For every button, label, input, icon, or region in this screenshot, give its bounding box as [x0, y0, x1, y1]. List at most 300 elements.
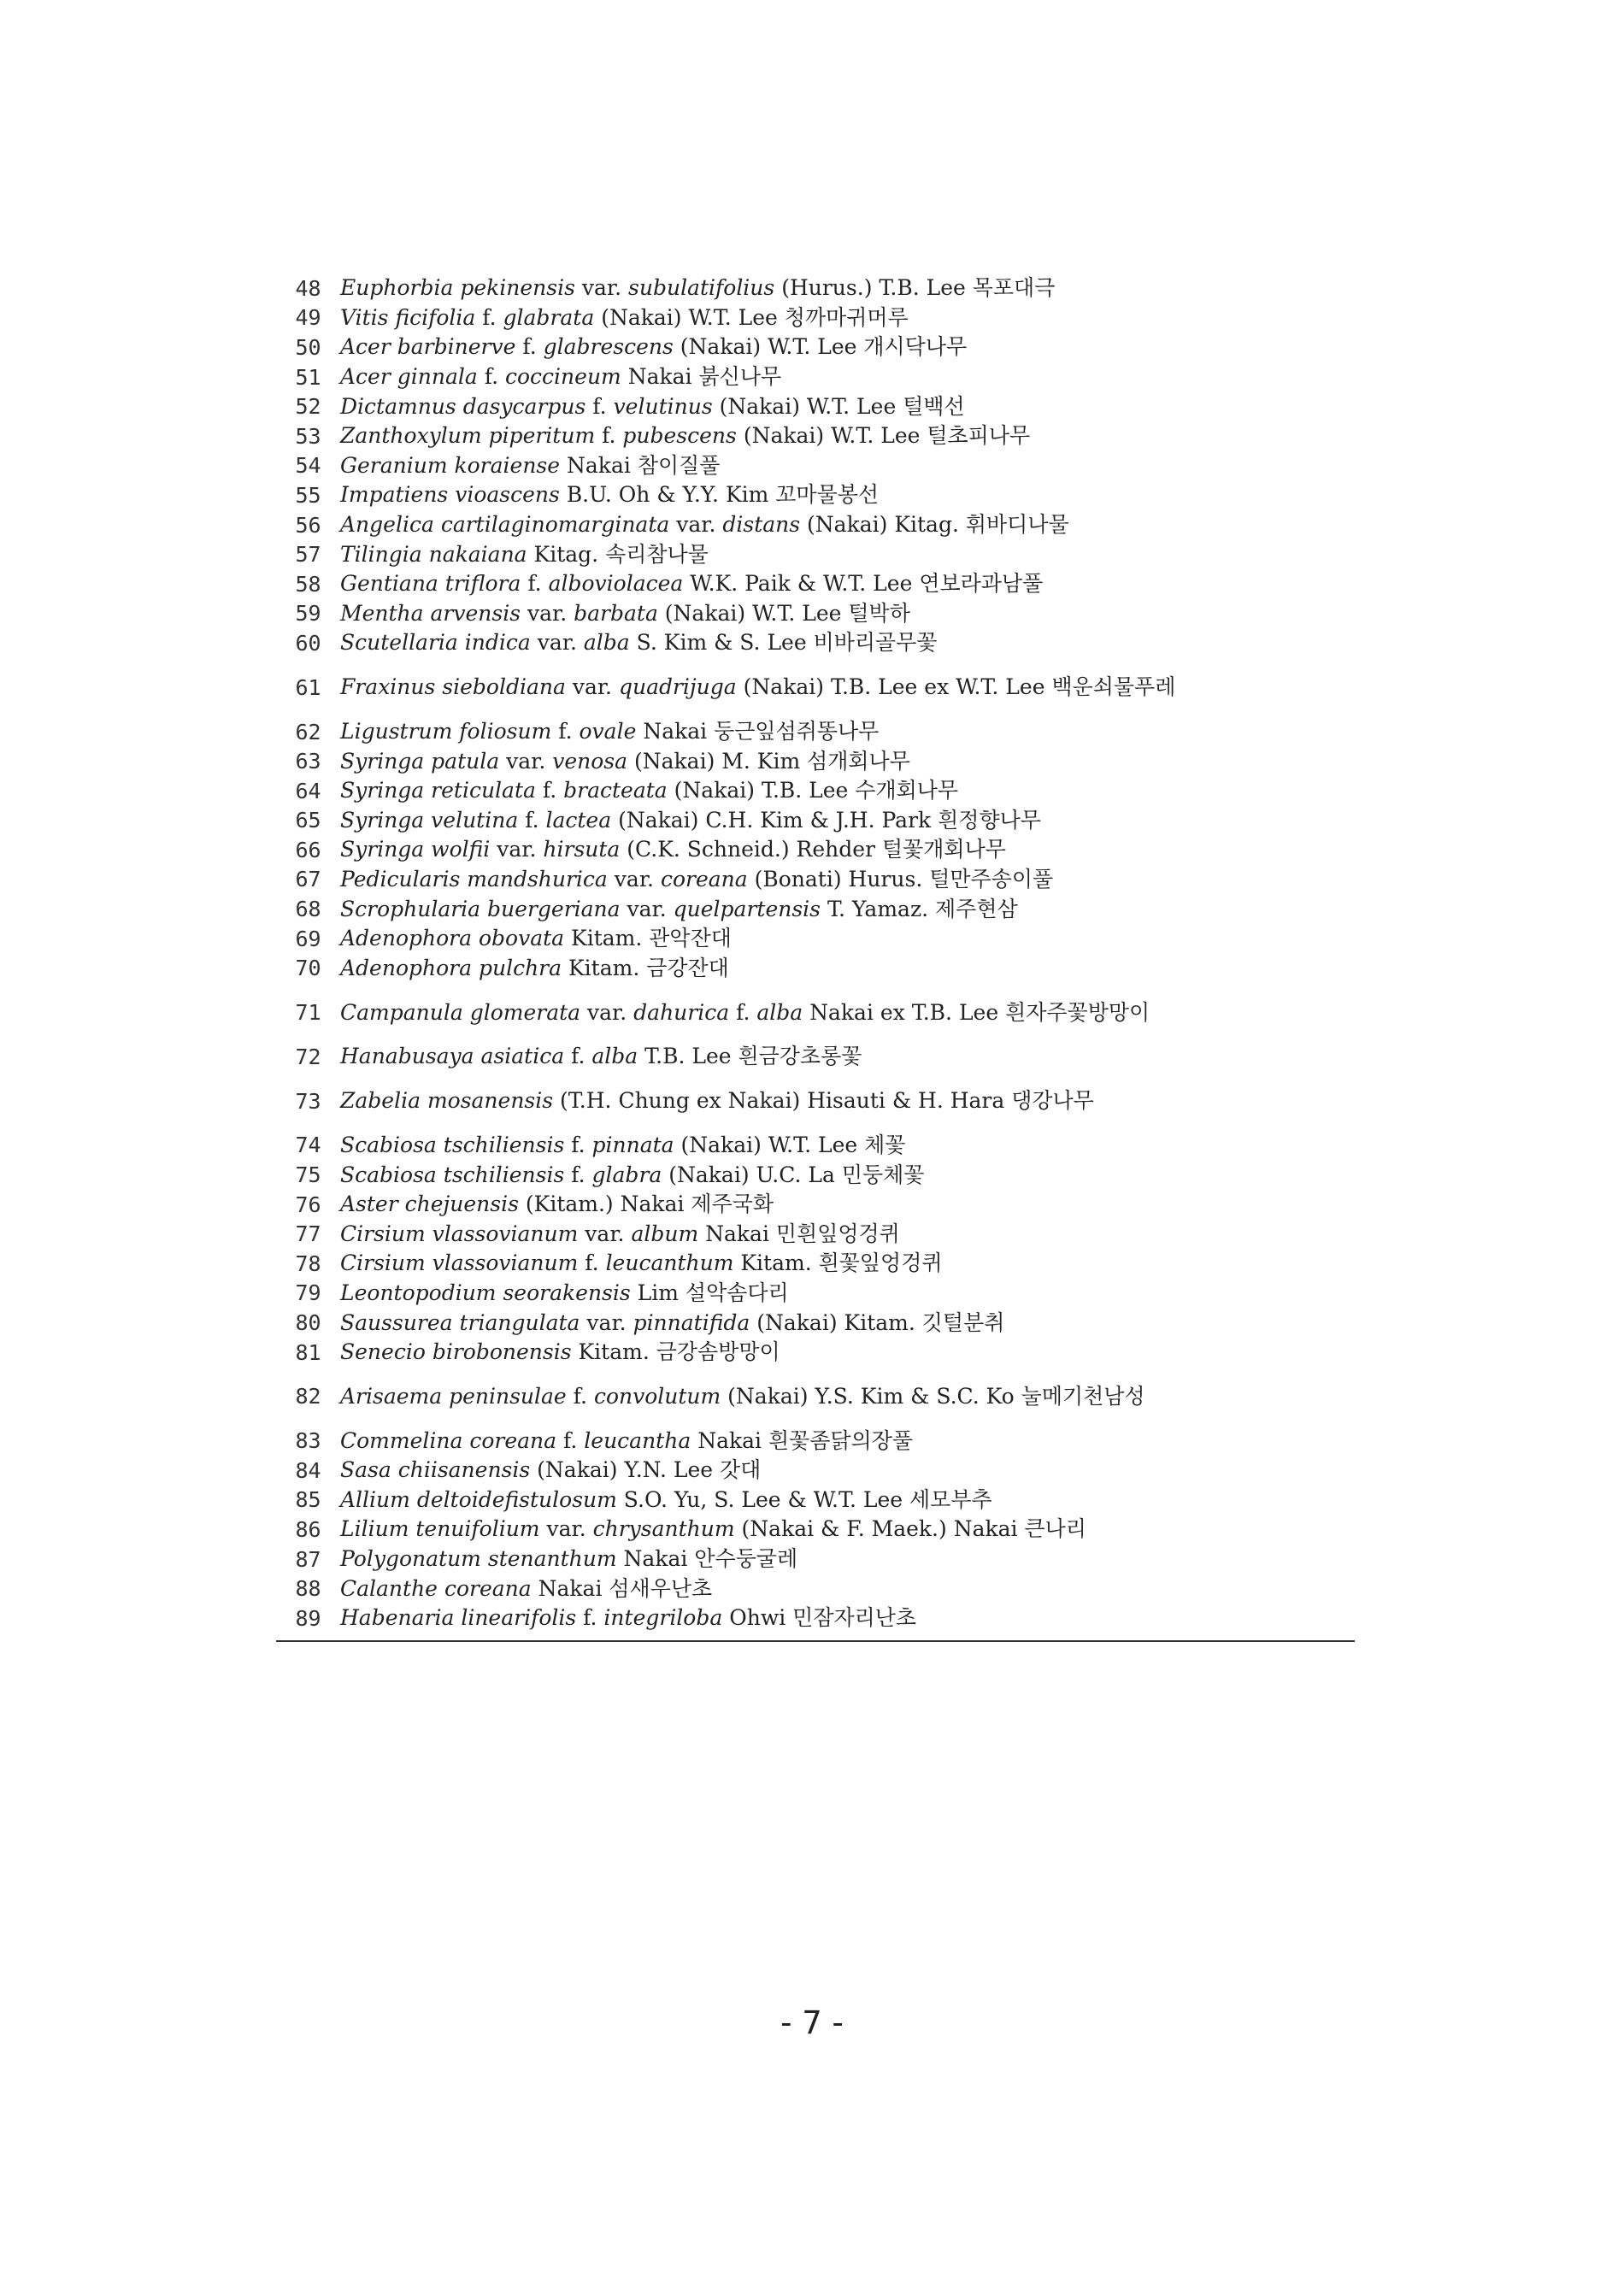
species-korean-name: 털꽃개회나무 — [881, 837, 1006, 862]
species-rank: f. — [527, 571, 542, 597]
species-rank: f. — [583, 1605, 597, 1631]
species-korean-name: 금강솜방망이 — [656, 1339, 780, 1365]
species-number: 49 — [295, 305, 321, 331]
species-number: 64 — [295, 778, 321, 803]
species-number: 85 — [295, 1487, 321, 1513]
species-rank: var. — [585, 1221, 625, 1246]
species-author: (Nakai) W.T. Lee — [601, 304, 778, 330]
species-row — [276, 924, 1355, 954]
species-entry — [340, 954, 1355, 983]
species-genus: Allium — [340, 1486, 410, 1512]
species-infra-epithet: distans — [722, 512, 801, 538]
species-genus: Zabelia — [340, 1088, 421, 1114]
species-genus: Arisaema — [340, 1383, 443, 1409]
species-genus: Cirsium — [340, 1250, 426, 1276]
species-author: Ohwi — [729, 1605, 786, 1631]
species-infra-epithet: subulatifolius — [628, 275, 775, 301]
species-infra-epithet: alba — [756, 999, 803, 1025]
species-korean-name: 눌메기천남성 — [1021, 1383, 1145, 1409]
species-row — [276, 983, 1355, 1042]
species-korean-name: 흰꽃좀닭의장풀 — [768, 1427, 914, 1453]
species-number: 86 — [295, 1516, 321, 1542]
species-genus: Cirsium — [340, 1221, 426, 1246]
species-genus: Vitis — [340, 304, 389, 330]
species-korean-name: 흰자주꽃방망이 — [1005, 999, 1150, 1025]
species-epithet: arvensis — [430, 600, 521, 626]
species-number: 73 — [295, 1088, 321, 1114]
species-row — [276, 1219, 1355, 1249]
species-korean-name: 꼬마물봉선 — [775, 482, 880, 508]
species-epithet: mandshurica — [467, 866, 608, 892]
species-entry — [340, 776, 1355, 805]
species-entry — [340, 998, 1355, 1027]
species-number: 51 — [295, 364, 321, 390]
species-entry — [340, 332, 1355, 362]
species-genus: Campanula — [340, 999, 463, 1025]
species-author: (Nakai) W.T. Lee — [664, 600, 842, 626]
species-entry — [340, 1190, 1355, 1219]
species-genus: Dictamnus — [340, 393, 456, 419]
species-number: 82 — [295, 1384, 321, 1409]
species-rank: f. — [571, 1162, 585, 1187]
species-korean-name: 개시닥나무 — [863, 334, 968, 360]
species-genus: Geranium — [340, 452, 448, 478]
species-entry — [340, 895, 1355, 924]
species-row — [276, 539, 1355, 569]
species-genus: Zanthoxylum — [340, 423, 482, 449]
species-genus: Calanthe — [340, 1575, 438, 1601]
species-infra-epithet: coreana — [660, 866, 748, 892]
species-epithet: ginnala — [397, 364, 478, 390]
species-author: (Nakai) W.T. Lee — [743, 423, 921, 449]
species-korean-name: 수개회나무 — [855, 778, 959, 803]
species-number: 81 — [295, 1339, 321, 1365]
species-number: 71 — [295, 1000, 321, 1026]
species-number: 84 — [295, 1457, 321, 1483]
species-author: Nakai — [697, 1427, 762, 1453]
species-rank: f. — [522, 334, 537, 360]
species-korean-name: 민흰잎엉겅퀴 — [775, 1221, 900, 1246]
species-genus: Adenophora — [340, 955, 473, 980]
species-author: (T.H. Chung ex Nakai) Hisauti & H. Hara — [560, 1088, 1005, 1114]
species-korean-name: 제주국화 — [691, 1192, 774, 1217]
species-epithet: pulchra — [478, 955, 562, 980]
species-author: Nakai — [643, 719, 708, 744]
species-genus: Scabiosa — [340, 1162, 437, 1187]
species-author: Nakai — [623, 1546, 688, 1572]
species-row — [276, 569, 1355, 599]
species-infra-epithet: quelpartensis — [673, 896, 821, 921]
species-entry — [340, 806, 1355, 835]
species-author: Nakai — [705, 1221, 769, 1246]
species-row — [276, 1131, 1355, 1161]
species-korean-name: 털초피나무 — [927, 423, 1031, 449]
species-genus: Habenaria — [340, 1605, 455, 1631]
species-epithet: tschiliensis — [443, 1132, 565, 1157]
species-korean-name: 체꽃 — [864, 1132, 906, 1157]
species-entry — [340, 451, 1355, 480]
species-author: (Nakai) T.B. Lee ex W.T. Lee — [743, 674, 1045, 700]
species-rank: var. — [537, 630, 577, 656]
species-author: (Nakai) Y.N. Lee — [537, 1457, 714, 1483]
species-row — [276, 746, 1355, 776]
species-entry — [340, 1604, 1355, 1633]
species-author: S. Kim & S. Lee — [636, 630, 807, 656]
species-genus: Scabiosa — [340, 1132, 437, 1157]
species-author: Kitam. — [571, 926, 643, 951]
species-number: 70 — [295, 956, 321, 981]
species-epithet: chiisanensis — [397, 1457, 531, 1483]
species-genus: Leontopodium — [340, 1280, 497, 1305]
species-author: T. Yamaz. — [827, 896, 929, 921]
species-entry — [340, 1338, 1355, 1367]
species-number: 80 — [295, 1310, 321, 1336]
species-infra-epithet: alba — [591, 1044, 638, 1069]
species-infra-epithet: bracteata — [563, 778, 668, 803]
species-row — [276, 1367, 1355, 1426]
species-epithet: patula — [431, 748, 500, 774]
species-rank: var. — [527, 600, 568, 626]
species-genus: Syringa — [340, 837, 425, 862]
species-genus: Syringa — [340, 807, 425, 833]
species-author: B.U. Oh & Y.Y. Kim — [566, 482, 769, 508]
species-infra-epithet: alba — [583, 630, 630, 656]
species-author: (C.K. Schneid.) Rehder — [627, 837, 876, 862]
species-infra-epithet: convolutum — [593, 1383, 721, 1409]
species-epithet: deltoidefistulosum — [416, 1486, 617, 1512]
species-infra-epithet: alboviolacea — [548, 571, 684, 597]
species-epithet: reticulata — [431, 778, 536, 803]
species-infra-epithet: lactea — [545, 807, 612, 833]
species-infra-epithet: leucanthum — [605, 1250, 734, 1276]
species-row — [276, 1190, 1355, 1220]
species-row — [276, 835, 1355, 865]
species-korean-name: 목포대극 — [972, 275, 1056, 301]
species-epithet: sieboldiana — [442, 674, 566, 700]
species-number: 60 — [295, 630, 321, 656]
species-number: 65 — [295, 808, 321, 833]
species-row — [276, 391, 1355, 421]
species-number: 87 — [295, 1546, 321, 1572]
species-rank: f. — [525, 807, 539, 833]
species-infra-epithet: hirsuta — [543, 837, 621, 862]
species-row — [276, 451, 1355, 481]
species-author: Kitag. — [533, 541, 599, 567]
species-number: 52 — [295, 394, 321, 420]
species-genus: Sasa — [340, 1457, 391, 1483]
species-entry — [340, 1515, 1355, 1544]
species-author: (Nakai) W.T. Lee — [719, 393, 897, 419]
species-epithet: asiatica — [480, 1044, 565, 1069]
species-infra-epithet: pinnatifida — [633, 1309, 750, 1335]
species-row — [276, 480, 1355, 510]
species-genus: Tilingia — [340, 541, 422, 567]
species-korean-name: 제주현삼 — [935, 896, 1018, 921]
species-author: Nakai — [567, 452, 631, 478]
species-infra-epithet: venosa — [552, 748, 628, 774]
species-entry — [340, 1309, 1355, 1338]
species-rank: var. — [506, 748, 546, 774]
species-korean-name: 속리참나물 — [605, 541, 709, 567]
species-row — [276, 628, 1355, 658]
species-row — [276, 717, 1355, 747]
species-row — [276, 1574, 1355, 1604]
species-number: 54 — [295, 453, 321, 479]
species-infra-epithet: album — [631, 1221, 699, 1246]
species-genus: Acer — [340, 364, 391, 390]
species-entry — [340, 1456, 1355, 1485]
species-infra-epithet: pinnata — [591, 1132, 674, 1157]
species-korean-name: 흰금강초롱꽃 — [738, 1044, 862, 1069]
species-author: (Nakai) W.T. Lee — [680, 334, 857, 360]
species-rank: var. — [546, 1516, 586, 1542]
species-number: 74 — [295, 1133, 321, 1158]
species-infra-epithet: leucantha — [584, 1427, 691, 1453]
species-korean-name: 관악잔대 — [649, 926, 732, 951]
species-genus: Syringa — [340, 778, 425, 803]
species-epithet: velutina — [431, 807, 519, 833]
species-epithet: seorakensis — [503, 1280, 631, 1305]
species-entry — [340, 673, 1355, 702]
species-entry — [340, 569, 1355, 598]
species-author: Lim — [637, 1280, 679, 1305]
species-epithet: obovata — [478, 926, 565, 951]
species-number: 57 — [295, 542, 321, 568]
species-epithet: tschiliensis — [443, 1162, 565, 1187]
species-epithet: barbinerve — [397, 334, 516, 360]
species-rank: var. — [572, 674, 613, 700]
species-number: 76 — [295, 1192, 321, 1217]
species-author: (Nakai) M. Kim — [634, 748, 801, 774]
species-epithet: tenuifolium — [415, 1516, 540, 1542]
species-epithet: stenanthum — [487, 1546, 617, 1572]
species-genus: Ligustrum — [340, 719, 453, 744]
species-row — [276, 865, 1355, 895]
species-entry — [340, 1382, 1355, 1411]
species-entry — [340, 392, 1355, 421]
species-number: 79 — [295, 1280, 321, 1306]
species-author: Kitam. — [578, 1339, 650, 1365]
species-korean-name: 세모부추 — [909, 1486, 992, 1512]
species-genus: Mentha — [340, 600, 424, 626]
species-genus: Commelina — [340, 1427, 463, 1453]
species-rank: f. — [482, 304, 497, 330]
species-entry — [340, 865, 1355, 894]
species-epithet: pekinensis — [460, 275, 575, 301]
species-row — [276, 1426, 1355, 1456]
species-entry — [340, 1131, 1355, 1160]
species-genus: Lilium — [340, 1516, 409, 1542]
species-korean-name: 털박하 — [848, 600, 910, 626]
species-epithet: linearifolis — [461, 1605, 577, 1631]
species-number: 72 — [295, 1044, 321, 1069]
species-row — [276, 776, 1355, 806]
species-entry — [340, 362, 1355, 391]
species-genus: Scrophularia — [340, 896, 481, 921]
species-row — [276, 953, 1355, 983]
species-genus: Pedicularis — [340, 866, 461, 892]
species-author: Nakai — [627, 364, 692, 390]
species-genus: Hanabusaya — [340, 1044, 474, 1069]
species-number: 67 — [295, 867, 321, 892]
species-genus: Gentiana — [340, 571, 438, 597]
species-epithet: triflora — [444, 571, 521, 597]
species-infra-epithet: coccineum — [505, 364, 621, 390]
species-entry — [340, 1086, 1355, 1115]
species-number: 62 — [295, 719, 321, 744]
species-genus: Aster — [340, 1192, 398, 1217]
species-epithet: birobonensis — [432, 1339, 572, 1365]
species-entry — [340, 303, 1355, 332]
species-row — [276, 421, 1355, 451]
species-rank: f. — [602, 423, 616, 449]
species-author: Nakai — [538, 1575, 603, 1601]
species-epithet: coreana — [444, 1575, 532, 1601]
species-korean-name: 비바리골무꽃 — [813, 630, 938, 656]
species-epithet: chejuensis — [404, 1192, 519, 1217]
species-entry — [340, 510, 1355, 539]
species-korean-name: 큰나리 — [1024, 1516, 1086, 1542]
species-number: 63 — [295, 749, 321, 774]
species-genus: Polygonatum — [340, 1546, 481, 1572]
species-row — [276, 1545, 1355, 1574]
species-list — [276, 274, 1355, 1642]
species-korean-name: 댕강나무 — [1011, 1088, 1094, 1114]
species-row — [276, 1456, 1355, 1486]
species-entry — [340, 1545, 1355, 1574]
species-number: 78 — [295, 1250, 321, 1276]
species-korean-name: 섬개회나무 — [807, 748, 910, 774]
species-number: 53 — [295, 423, 321, 449]
species-korean-name: 갓대 — [719, 1457, 762, 1483]
species-author: (Nakai) Kitag. — [807, 512, 959, 538]
species-row — [276, 1338, 1355, 1368]
species-row — [276, 362, 1355, 392]
species-author: (Nakai) Y.S. Kim & S.C. Ko — [727, 1383, 1015, 1409]
species-entry — [340, 1427, 1355, 1456]
species-entry — [340, 1042, 1355, 1071]
species-korean-name: 깃털분취 — [921, 1309, 1005, 1335]
species-number: 58 — [295, 571, 321, 597]
species-epithet: peninsulae — [449, 1383, 567, 1409]
species-rank: var. — [586, 1309, 627, 1335]
species-number: 56 — [295, 512, 321, 538]
species-rank: var. — [581, 275, 622, 301]
species-genus: Impatiens — [340, 482, 449, 508]
species-rank: f. — [484, 364, 499, 390]
species-infra-epithet: pubescens — [622, 423, 737, 449]
species-epithet: coreana — [469, 1427, 557, 1453]
species-author: W.K. Paik & W.T. Lee — [690, 571, 913, 597]
species-korean-name: 설악솜다리 — [685, 1280, 789, 1305]
species-genus: Senecio — [340, 1339, 426, 1365]
species-row — [276, 1486, 1355, 1515]
species-entry — [340, 1486, 1355, 1515]
species-row — [276, 658, 1355, 717]
species-row — [276, 1042, 1355, 1072]
species-author: Nakai ex T.B. Lee — [809, 999, 999, 1025]
species-korean-name: 섬새우난초 — [609, 1575, 713, 1601]
species-number: 66 — [295, 837, 321, 862]
species-row — [276, 510, 1355, 540]
species-epithet: glomerata — [469, 999, 581, 1025]
species-korean-name: 안수둥굴레 — [694, 1546, 798, 1572]
species-author: (Nakai) W.T. Lee — [680, 1132, 858, 1157]
species-genus: Euphorbia — [340, 275, 454, 301]
species-row — [276, 1249, 1355, 1279]
species-number: 68 — [295, 897, 321, 922]
species-author: (Nakai) U.C. La — [668, 1162, 835, 1187]
species-author: Kitam. — [568, 955, 640, 980]
species-number: 69 — [295, 926, 321, 951]
species-infra-epithet: dahurica — [633, 999, 730, 1025]
species-epithet: vioascens — [455, 482, 560, 508]
species-epithet: foliosum — [459, 719, 552, 744]
species-korean-name: 연보라과남풀 — [919, 571, 1044, 597]
species-rank: f. — [563, 1427, 578, 1453]
species-genus: Scutellaria — [340, 630, 458, 656]
species-entry — [340, 1574, 1355, 1604]
species-row — [276, 806, 1355, 836]
species-epithet: triangulata — [459, 1309, 580, 1335]
species-epithet: buergeriana — [487, 896, 621, 921]
species-genus: Adenophora — [340, 926, 473, 951]
species-korean-name: 민둥체꽃 — [841, 1162, 925, 1187]
species-epithet: indica — [464, 630, 531, 656]
species-rank: f. — [573, 1383, 587, 1409]
species-entry — [340, 747, 1355, 776]
species-rank: f. — [571, 1044, 585, 1069]
species-rank: f. — [585, 1250, 599, 1276]
species-author: T.B. Lee — [644, 1044, 732, 1069]
species-number: 55 — [295, 482, 321, 508]
species-korean-name: 둥근잎섬쥐똥나무 — [714, 719, 880, 744]
species-infra-epithet: chrysanthum — [592, 1516, 735, 1542]
species-row — [276, 1604, 1355, 1633]
species-rank: f. — [592, 393, 607, 419]
species-epithet: mosanensis — [427, 1088, 554, 1114]
species-row — [276, 303, 1355, 333]
species-number: 48 — [295, 275, 321, 301]
species-entry — [340, 1220, 1355, 1249]
species-author: Kitam. — [740, 1250, 812, 1276]
species-epithet: ficifolia — [395, 304, 476, 330]
species-rank: var. — [676, 512, 716, 538]
species-entry — [340, 1279, 1355, 1308]
species-number: 88 — [295, 1576, 321, 1602]
species-epithet: wolfii — [431, 837, 491, 862]
species-row — [276, 1308, 1355, 1338]
page-number: - 7 - — [780, 2004, 844, 2041]
species-epithet: koraiense — [454, 452, 561, 478]
species-korean-name: 민잠자리난초 — [792, 1605, 917, 1631]
species-korean-name: 털만주송이풀 — [929, 866, 1054, 892]
species-row — [276, 1160, 1355, 1190]
species-entry — [340, 480, 1355, 509]
species-infra-epithet: glabra — [591, 1162, 662, 1187]
species-korean-name: 백운쇠물푸레 — [1051, 674, 1176, 700]
species-rank: var. — [587, 999, 627, 1025]
species-genus: Acer — [340, 334, 391, 360]
species-korean-name: 털백선 — [903, 393, 965, 419]
species-entry — [340, 1249, 1355, 1278]
species-rank: f. — [571, 1132, 585, 1157]
species-number: 89 — [295, 1605, 321, 1631]
species-entry — [340, 1161, 1355, 1190]
species-infra-epithet: glabrata — [503, 304, 595, 330]
species-row — [276, 599, 1355, 629]
species-infra-epithet: ovale — [579, 719, 637, 744]
